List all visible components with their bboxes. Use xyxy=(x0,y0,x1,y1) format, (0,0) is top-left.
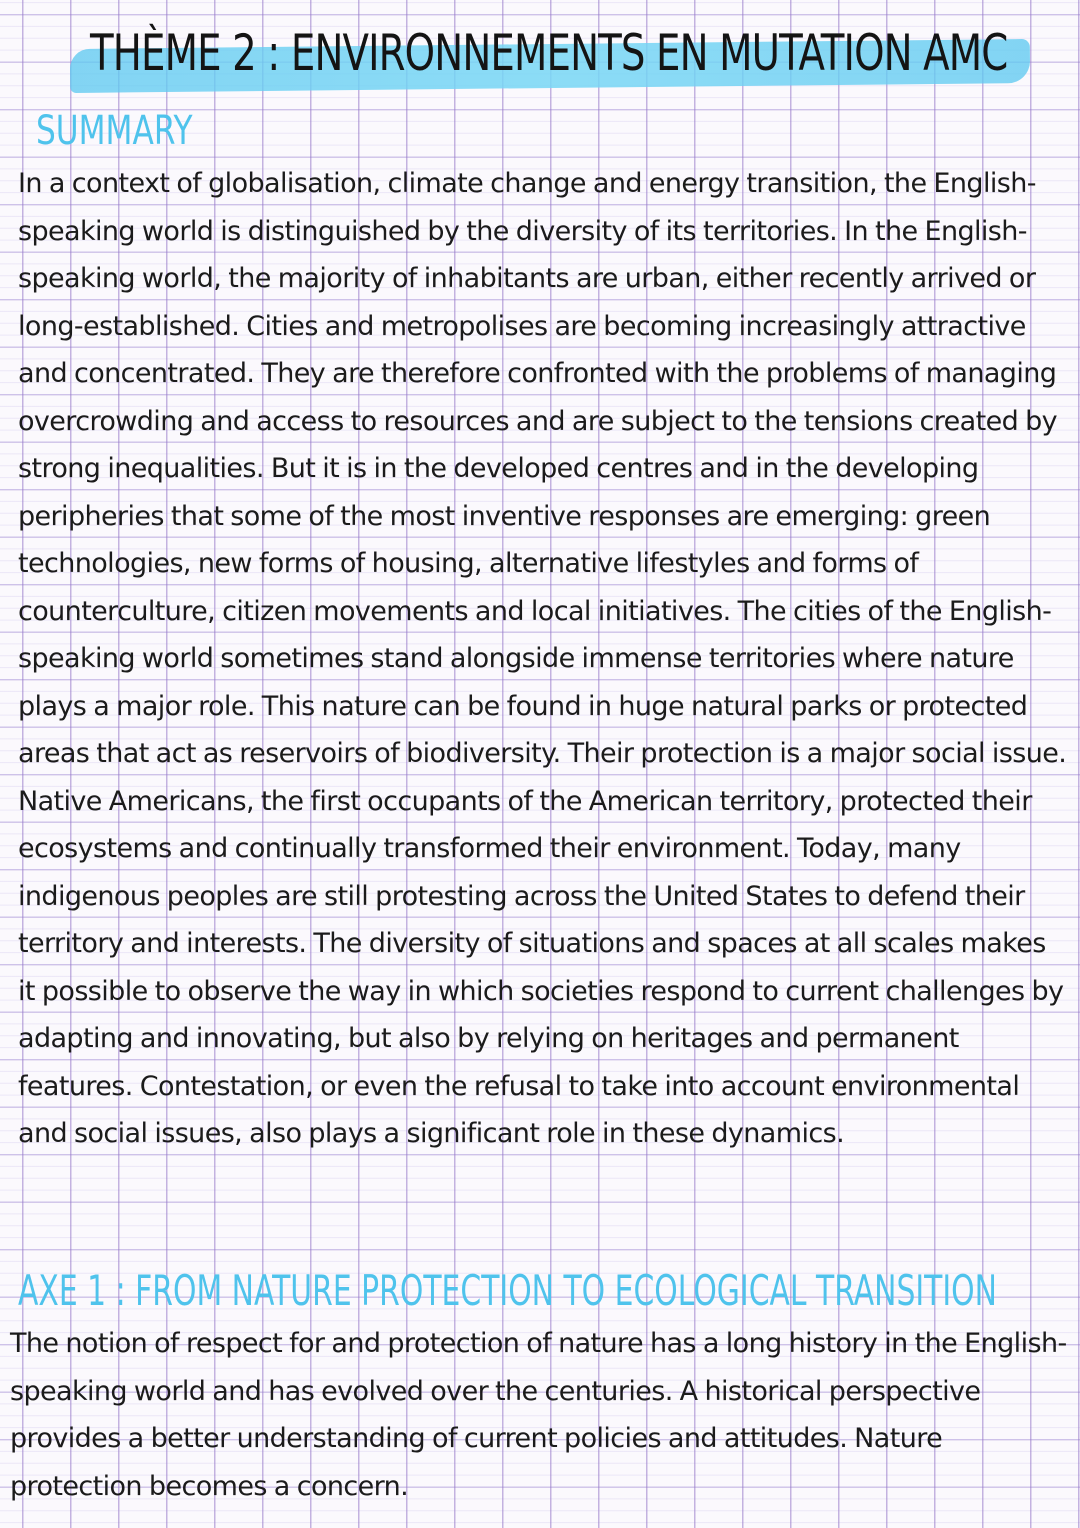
page-title: THÈME 2 : ENVIRONNEMENTS EN MUTATION AMC xyxy=(90,24,1008,82)
summary-paragraph: In a context of globalisation, climate change and energy transition, the English-speaking world is distinguished by the diversity of its territories. In the English-speaking world, the majority of inhabitants are urban, either recently arrived or long-established. Cities and metropolises are becoming increasingly attractive and concentrated. They are therefore confronted with the problems of managing overcrowding and access to resources and are subject to the tensions created by strong inequalities. But it is in the developed centres and in the developing peripheries that some of the most inventive responses are emerging: green technologies, new forms of housing, alternative lifestyles and forms of counterculture, citizen movements and local initiatives. The cities of the English-speaking world sometimes stand alongside immense territories where nature plays a major role. This nature can be found in huge natural parks or protected areas that act as reservoirs of biodiversity. Their protection is a major social issue. Native Americans, the first occupants of the American territory, protected their ecosystems and continually transformed their environment. Today, many indigenous peoples are still protesting across the United States to defend their territory and interests. The diversity of situations and spaces at all scales makes it possible to observe the way in which societies respond to current challenges by adapting and innovating, but also by relying on heritages and permanent features. Contestation, or even the refusal to take into account environmental and social issues, also plays a significant role in these dynamics. xyxy=(18,168,1067,1149)
summary-heading: SUMMARY xyxy=(36,108,193,154)
title-block xyxy=(70,18,1030,96)
axe1-paragraph: The notion of respect for and protection of nature has a long history in the English-speaking world and has evolved over the centuries. A historical perspective provides a better understanding of current policies and attitudes. Nature protection becomes a concern. xyxy=(10,1328,1067,1502)
axe1-heading: AXE 1 : FROM NATURE PROTECTION TO ECOLOGICAL TRANSITION xyxy=(18,1266,997,1315)
